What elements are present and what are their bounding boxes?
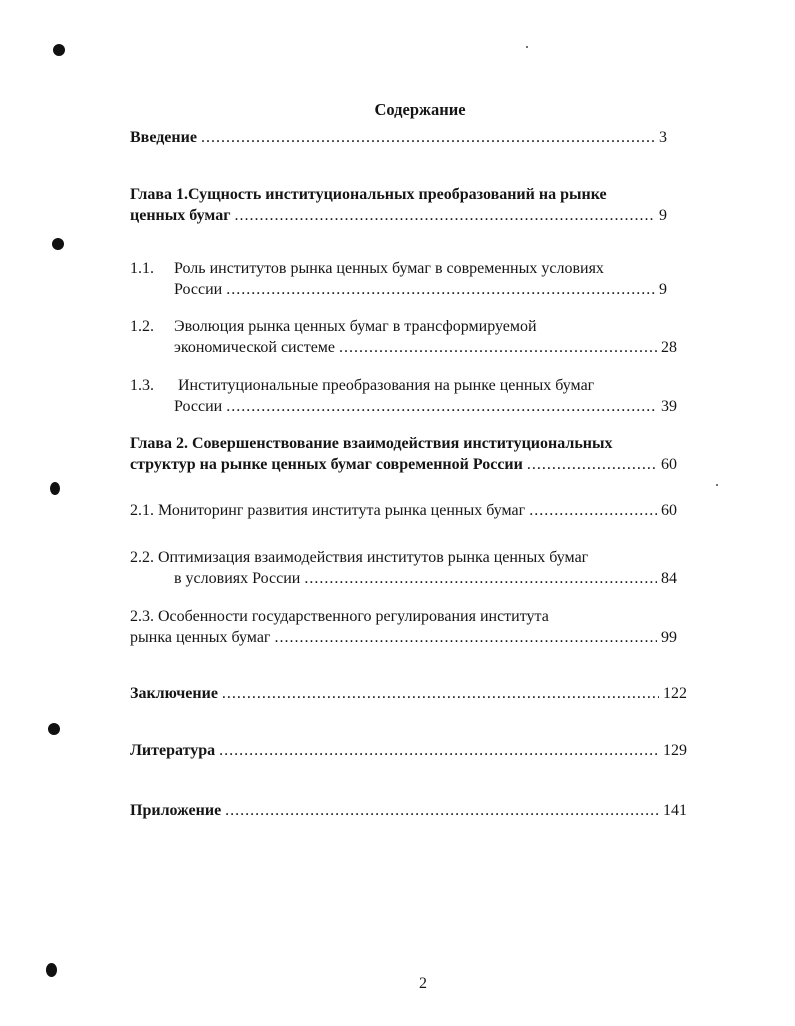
- binder-hole-1: [53, 44, 65, 56]
- toc-entry-conclusion: [130, 683, 687, 704]
- toc-title: Содержание: [374, 100, 466, 119]
- toc-page-number: 60: [661, 502, 677, 519]
- section-number: 1.3.: [130, 377, 154, 394]
- toc-entry-2-1: [130, 500, 677, 521]
- dot-leader: [219, 740, 659, 761]
- dot-leader: [226, 396, 657, 417]
- dot-leader: [201, 127, 655, 148]
- dot-leader: [339, 337, 657, 358]
- toc-page-number: 60: [661, 456, 677, 473]
- toc-entry-label: 2.2. Оптимизация взаимодействия институтов рынка ценных бумаг: [130, 549, 589, 566]
- toc-entry-label: Введение: [130, 129, 197, 146]
- toc-page-number: 84: [661, 570, 677, 587]
- toc-entry-label: Приложение: [130, 802, 222, 819]
- toc-page-number: 9: [659, 207, 667, 224]
- toc-entry-label: Глава 2. Совершенствование взаимодействия институциональных: [130, 435, 613, 452]
- toc-entry-label: рынка ценных бумаг: [130, 629, 271, 646]
- toc-page-number: 141: [663, 802, 687, 819]
- toc-entry-intro: [130, 127, 667, 148]
- toc-entry-1-2: [130, 316, 677, 358]
- dot-leader: [527, 454, 657, 475]
- dot-leader: [234, 205, 655, 226]
- toc-entry-label: Глава 1.Сущность институциональных преобразований на рынке: [130, 186, 607, 203]
- section-number: 1.1.: [130, 260, 154, 277]
- toc-page-number: 39: [661, 398, 677, 415]
- toc-entry-label: Литература: [130, 742, 216, 759]
- section-number: 1.2.: [130, 318, 154, 335]
- toc-entry-1-1: [130, 258, 667, 300]
- toc-page-number: 129: [663, 742, 687, 759]
- toc-entry-1-3: [130, 375, 677, 417]
- toc-page-number: 3: [659, 129, 667, 146]
- toc-entry-chapter2: [130, 433, 677, 475]
- toc-entry-chapter1: [130, 184, 667, 226]
- dot-leader: [304, 568, 657, 589]
- toc-entry-2-3: [130, 606, 677, 648]
- toc-page-number: 28: [661, 339, 677, 356]
- binder-hole-3: [50, 482, 60, 495]
- toc-entry-label: 2.1. Мониторинг развития института рынка ценных бумаг: [130, 502, 526, 519]
- toc-page-number: 122: [663, 685, 687, 702]
- dot-leader: [225, 800, 659, 821]
- toc-entry-label: России: [174, 281, 223, 298]
- dot-leader: [529, 500, 657, 521]
- toc-page-number: 9: [659, 281, 667, 298]
- toc-entry-label: 2.3. Особенности государственного регулирования института: [130, 608, 549, 625]
- toc-entry-label: Эволюция рынка ценных бумаг в трансформируемой: [174, 318, 537, 335]
- toc-entry-2-2: [130, 547, 677, 589]
- page-number: 2: [419, 975, 427, 992]
- scan-speck: [716, 484, 718, 486]
- toc-entry-label: экономической системе: [174, 339, 336, 356]
- toc-entry-label: в условиях России: [174, 570, 301, 587]
- toc-entry-label: структур на рынке ценных бумаг современной России: [130, 456, 523, 473]
- dot-leader: [274, 627, 657, 648]
- toc-page-number: 99: [661, 629, 677, 646]
- binder-hole-2: [52, 238, 64, 250]
- scan-speck: [526, 46, 528, 48]
- binder-hole-4: [48, 723, 60, 735]
- toc-entry-label: Институциональные преобразования на рынке ценных бумаг: [174, 377, 595, 394]
- toc-entry-literature: [130, 740, 687, 761]
- dot-leader: [222, 683, 659, 704]
- dot-leader: [226, 279, 655, 300]
- toc-entry-label: Заключение: [130, 685, 218, 702]
- toc-entry-label: Роль институтов рынка ценных бумаг в современных условиях: [174, 260, 604, 277]
- toc-entry-appendix: [130, 800, 687, 821]
- toc-entry-label: ценных бумаг: [130, 207, 231, 224]
- toc-entry-label: России: [174, 398, 223, 415]
